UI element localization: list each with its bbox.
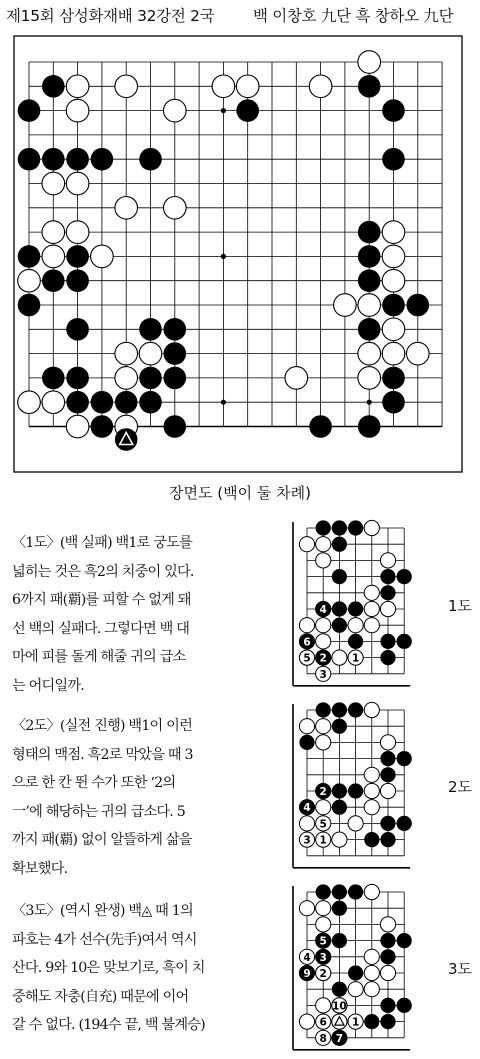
white-stone [364, 520, 379, 535]
black-stone [332, 933, 347, 948]
text-line: 〈3도〉(역시 완생) 백◬ 때 1의 [12, 903, 193, 919]
text-line: 파호는 4가 선수(先手)여서 역시 [12, 931, 197, 948]
text-line: 형태의 맥점. 흑2로 막았을 때 3 [12, 746, 193, 763]
white-stone [316, 800, 331, 815]
paragraph-diagram-1 [12, 529, 258, 700]
black-stone [380, 933, 395, 948]
text-line: 는 어디일까. [12, 677, 84, 694]
black-stone [139, 367, 162, 390]
white-stone [115, 342, 138, 365]
black-stone [332, 702, 347, 717]
black-stone [380, 998, 395, 1013]
move-number: 9 [303, 968, 311, 980]
black-stone [18, 294, 41, 317]
black-stone [164, 318, 187, 341]
white-stone [66, 75, 89, 98]
black-stone [316, 884, 331, 899]
black-stone [380, 751, 395, 766]
move-number: 4 [319, 604, 327, 616]
star-point [221, 254, 226, 259]
black-stone [348, 783, 363, 798]
black-stone [139, 391, 162, 414]
white-stone [66, 99, 89, 122]
text-line: 으로 한 칸 뛴 수가 또한 ‘2의 [12, 775, 176, 791]
move-number: 1 [351, 652, 360, 665]
black-stone [164, 342, 187, 365]
diagram-1-label: 1도 [448, 597, 473, 615]
white-stone [382, 269, 405, 292]
white-stone [364, 783, 379, 798]
black-stone [407, 294, 430, 317]
players-info: 백 이창호 九단 흑 창하오 九단 [253, 7, 454, 25]
move-number: 2 [319, 652, 327, 665]
white-stone [316, 719, 331, 734]
move-number: 5 [303, 652, 311, 665]
white-stone [212, 75, 235, 98]
white-stone [236, 75, 259, 98]
white-stone [299, 816, 314, 831]
text-line: 〈2도〉(실전 진행) 백1이 이런 [12, 718, 192, 734]
white-stone [332, 650, 347, 665]
white-stone [299, 719, 314, 734]
black-stone [66, 269, 89, 292]
white-stone [164, 197, 187, 220]
move-number: 4 [303, 951, 311, 964]
black-stone [332, 569, 347, 584]
move-number: 1 [319, 834, 327, 847]
white-stone [364, 702, 379, 717]
white-stone [66, 415, 89, 438]
black-stone [309, 415, 332, 438]
white-stone [358, 294, 381, 317]
move-number: 6 [303, 636, 311, 649]
white-stone [316, 537, 331, 552]
white-stone [18, 391, 41, 414]
black-stone [66, 245, 89, 268]
black-stone [364, 832, 379, 847]
black-stone [42, 269, 65, 292]
black-stone [358, 221, 381, 244]
text-line: 확보했다. [12, 860, 68, 877]
white-stone [299, 537, 314, 552]
black-stone [332, 618, 347, 633]
white-stone [309, 75, 332, 98]
black-stone [91, 415, 114, 438]
move-number: 4 [303, 802, 311, 815]
text-line: 까지 패(覇) 없이 알뜰하게 삶을 [12, 832, 192, 848]
white-stone [316, 998, 331, 1013]
black-stone [380, 585, 395, 600]
white-stone [334, 294, 357, 317]
black-stone [358, 75, 381, 98]
star-point [367, 400, 372, 405]
black-stone [382, 391, 405, 414]
text-line: 6까지 패(覇)를 피할 수 없게 돼 [12, 592, 191, 608]
white-stone [91, 245, 114, 268]
white-stone [139, 342, 162, 365]
black-stone [42, 148, 65, 171]
paragraph-diagram-2 [12, 712, 258, 883]
diagram-3-label: 3도 [448, 960, 473, 978]
black-stone [66, 391, 89, 414]
black-stone [380, 949, 395, 964]
white-stone [348, 816, 363, 831]
move-number: 3 [319, 951, 327, 964]
black-stone [358, 269, 381, 292]
text-line: 선 백의 실패다. 그렇다면 백 대 [12, 620, 190, 637]
black-stone [380, 650, 395, 665]
black-stone [358, 415, 381, 438]
black-stone [382, 148, 405, 171]
white-stone [316, 618, 331, 633]
diagram-2-label: 2도 [448, 778, 473, 796]
black-stone [18, 245, 41, 268]
white-stone [316, 901, 331, 916]
paragraph-diagram-3 [12, 897, 258, 1040]
black-stone [348, 702, 363, 717]
black-stone [380, 832, 395, 847]
move-number: 5 [319, 935, 327, 948]
white-stone [42, 391, 65, 414]
white-stone [380, 917, 395, 932]
black-stone [91, 391, 114, 414]
move-number: 2 [319, 968, 327, 980]
move-number: 6 [319, 1016, 327, 1029]
white-stone [364, 949, 379, 964]
black-stone [66, 367, 89, 390]
black-stone [358, 245, 381, 268]
black-stone [139, 148, 162, 171]
white-stone [115, 75, 138, 98]
black-stone [332, 601, 347, 616]
white-stone [299, 901, 314, 916]
move-number: 7 [335, 1032, 344, 1045]
white-stone [299, 618, 314, 633]
black-stone [348, 884, 363, 899]
black-stone [380, 634, 395, 649]
black-stone [66, 318, 89, 341]
text-line: 〈1도〉(백 실패) 백1로 궁도를 [12, 535, 192, 551]
white-stone [382, 342, 405, 365]
white-stone [316, 553, 331, 568]
black-stone [397, 569, 412, 584]
black-stone [332, 901, 347, 916]
black-stone [348, 520, 363, 535]
game-title: 제15회 삼성화재배 32강전 2국 [6, 7, 215, 25]
white-stone [115, 367, 138, 390]
black-stone [397, 998, 412, 1013]
white-stone [42, 221, 65, 244]
black-stone [139, 318, 162, 341]
black-stone [397, 933, 412, 948]
white-stone [364, 601, 379, 616]
black-stone [316, 520, 331, 535]
text-line: 중해도 자충(自充) 때문에 이어 [12, 988, 189, 1005]
white-stone [380, 735, 395, 750]
white-stone [364, 884, 379, 899]
white-stone [66, 221, 89, 244]
black-stone [332, 520, 347, 535]
white-stone [42, 172, 65, 195]
black-stone [332, 783, 347, 798]
white-stone [380, 965, 395, 980]
white-stone [380, 553, 395, 568]
white-stone [332, 832, 347, 847]
black-stone [380, 767, 395, 782]
star-point [221, 400, 226, 405]
text-line: 마에 피를 돌게 해줄 귀의 급소 [12, 649, 186, 665]
white-stone [348, 982, 363, 997]
black-stone [18, 148, 41, 171]
white-stone [358, 342, 381, 365]
black-stone [380, 1014, 395, 1029]
black-stone [397, 634, 412, 649]
black-stone [115, 391, 138, 414]
white-stone [358, 51, 381, 74]
white-stone [316, 735, 331, 750]
white-stone [380, 601, 395, 616]
white-stone [115, 197, 138, 220]
black-stone [91, 148, 114, 171]
white-stone [316, 917, 331, 932]
black-stone [358, 318, 381, 341]
white-stone [364, 618, 379, 633]
black-stone [397, 816, 412, 831]
text-line: 갈 수 없다. (194수 끝, 백 불계승) [12, 1017, 205, 1033]
white-stone [316, 634, 331, 649]
black-stone [236, 99, 259, 122]
black-stone [164, 415, 187, 438]
black-stone [332, 800, 347, 815]
black-stone [66, 148, 89, 171]
text-line: 一’에 해당하는 귀의 급소다. 5 [12, 803, 185, 820]
move-number: 3 [303, 834, 311, 847]
black-stone [364, 1014, 379, 1029]
white-stone [407, 342, 430, 365]
black-stone [380, 569, 395, 584]
white-stone [18, 269, 41, 292]
black-stone [18, 99, 41, 122]
white-stone [364, 800, 379, 815]
text-line: 산다. 9와 10은 맞보기로, 흑이 치 [12, 960, 205, 976]
move-number: 2 [319, 786, 327, 798]
black-stone [382, 294, 405, 317]
main-board-caption: 장면도 (백이 둘 차례) [169, 484, 311, 502]
black-stone [332, 884, 347, 899]
black-stone [348, 965, 363, 980]
black-stone [332, 982, 347, 997]
white-stone [299, 1014, 314, 1029]
white-stone [364, 585, 379, 600]
text-line: 넓히는 것은 흑2의 치중이 있다. [12, 563, 194, 580]
white-stone [382, 318, 405, 341]
white-stone [348, 618, 363, 633]
white-stone [358, 367, 381, 390]
white-stone [42, 245, 65, 268]
black-stone [42, 367, 65, 390]
black-stone [164, 367, 187, 390]
move-number: 1 [351, 1016, 360, 1029]
black-stone [316, 702, 331, 717]
white-stone [285, 367, 308, 390]
white-stone [364, 982, 379, 997]
white-stone [66, 172, 89, 195]
white-stone [364, 965, 379, 980]
white-stone [382, 245, 405, 268]
move-number: 5 [319, 818, 327, 831]
black-stone [332, 537, 347, 552]
white-stone [364, 767, 379, 782]
black-stone [348, 634, 363, 649]
black-stone [382, 367, 405, 390]
black-stone [382, 99, 405, 122]
black-stone [299, 735, 314, 750]
move-number: 10 [332, 1000, 347, 1013]
white-stone [164, 99, 187, 122]
star-point [221, 108, 226, 113]
move-number: 3 [319, 668, 327, 681]
black-stone [332, 719, 347, 734]
white-stone [382, 221, 405, 244]
white-stone [380, 783, 395, 798]
black-stone [348, 601, 363, 616]
move-number: 8 [319, 1032, 327, 1045]
black-stone [397, 751, 412, 766]
black-stone [42, 75, 65, 98]
black-stone [380, 816, 395, 831]
